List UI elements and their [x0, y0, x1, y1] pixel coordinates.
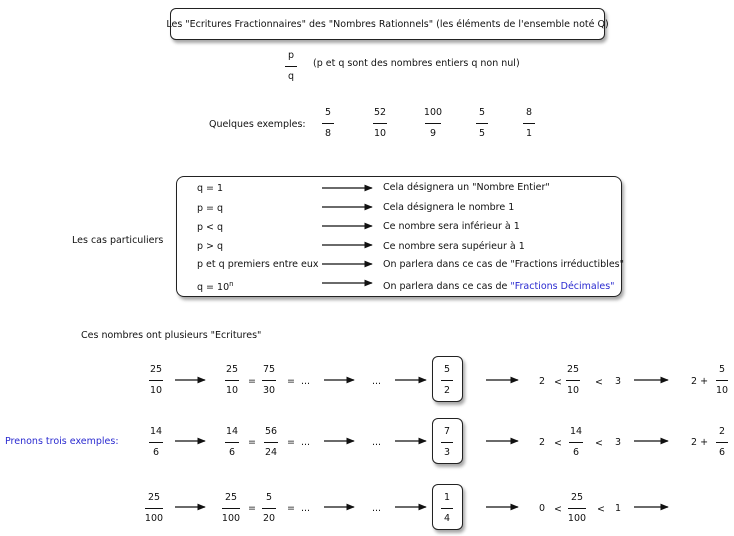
fraction-numerator: 7: [443, 426, 451, 437]
fraction-denominator: 6: [152, 447, 160, 458]
fraction-numerator: 5: [718, 364, 726, 375]
case-condition: p > q: [197, 241, 224, 252]
fraction-denominator: 6: [228, 447, 236, 458]
less-than-sign: <: [554, 377, 562, 388]
page-title: Les "Ecritures Fractionnaires" des "Nombres Rationnels" (les éléments de l'ensemble noté Q): [166, 18, 609, 30]
fraction-denominator: 20: [262, 513, 276, 524]
fraction-numerator: 14: [569, 426, 583, 437]
fraction-denominator: 3: [443, 447, 451, 458]
fraction-denominator: 6: [718, 447, 726, 458]
equals-sign: =: [287, 503, 295, 514]
example-numerator: 100: [423, 107, 443, 118]
definition-note: (p et q sont des nombres entiers q non nul): [313, 58, 520, 69]
example-numerator: 5: [324, 107, 332, 118]
example-denominator: 1: [525, 128, 533, 139]
lower-bound: 0: [539, 503, 546, 514]
case-result: On parlera dans ce cas de "Fractions irréductibles": [383, 259, 624, 270]
sum-integer: 2 +: [691, 437, 709, 448]
fraction-numerator: 25: [225, 364, 239, 375]
fraction-denominator: 2: [443, 385, 451, 396]
fraction-numerator: 25: [224, 492, 238, 503]
fraction-numerator: 5: [265, 492, 273, 503]
fraction-numerator: 25: [149, 364, 163, 375]
example-numerator: 8: [525, 107, 533, 118]
fraction-numerator: 1: [443, 492, 451, 503]
less-than-sign: <: [595, 377, 603, 388]
upper-bound: 1: [615, 503, 622, 514]
equals-sign: =: [287, 376, 295, 387]
fraction-numerator: 2: [718, 426, 726, 437]
fraction-denominator: 10: [566, 385, 580, 396]
ecritures-label: Ces nombres ont plusieurs "Ecritures": [81, 330, 262, 341]
less-than-sign: <: [597, 504, 605, 515]
case-condition-base: q = 10: [197, 282, 230, 294]
example-numerator: 52: [373, 107, 387, 118]
quote-open: ": [510, 281, 515, 292]
equals-sign: =: [287, 437, 295, 448]
sum-integer: 2 +: [691, 376, 709, 387]
fraction-denominator: 10: [715, 385, 729, 396]
equals-sign: =: [248, 376, 256, 387]
fraction-denominator: 30: [262, 385, 276, 396]
equals-sign: =: [248, 437, 256, 448]
fraction-denominator: 4: [443, 513, 451, 524]
example-numerator: 5: [478, 107, 486, 118]
case-result: Cela désignera un "Nombre Entier": [383, 182, 550, 193]
fraction-denominator: 10: [149, 385, 163, 396]
definition-denominator: q: [287, 71, 295, 82]
examples-label: Quelques exemples:: [209, 119, 306, 130]
quote-close: ": [610, 281, 615, 292]
fraction-denominator: 6: [572, 447, 580, 458]
case-condition: p = q: [197, 203, 224, 214]
fraction-numerator: 75: [262, 364, 276, 375]
case-result-prefix: On parlera dans ce cas de: [383, 281, 511, 292]
case-result: Ce nombre sera supérieur à 1: [383, 241, 525, 252]
definition-numerator: p: [287, 50, 295, 61]
equals-sign: =: [248, 503, 256, 514]
cases-label: Les cas particuliers: [72, 235, 164, 246]
upper-bound: 3: [615, 437, 622, 448]
less-than-sign: <: [554, 438, 562, 449]
less-than-sign: <: [554, 504, 562, 515]
case-condition-exponent: n: [229, 280, 234, 288]
ellipsis: ...: [301, 376, 311, 387]
fraction-numerator: 14: [225, 426, 239, 437]
less-than-sign: <: [595, 438, 603, 449]
example-denominator: 5: [478, 128, 486, 139]
fraction-denominator: 100: [144, 513, 164, 524]
fraction-denominator: 100: [567, 513, 587, 524]
ellipsis: ...: [372, 437, 382, 448]
fraction-numerator: 5: [443, 364, 451, 375]
case-result: Ce nombre sera inférieur à 1: [383, 221, 520, 232]
case-result: Cela désignera le nombre 1: [383, 202, 515, 213]
prenons-label: Prenons trois exemples:: [5, 436, 119, 447]
fraction-denominator: 24: [264, 447, 278, 458]
case-condition: q = 1: [197, 183, 224, 194]
upper-bound: 3: [615, 376, 622, 387]
lower-bound: 2: [539, 376, 546, 387]
example-denominator: 10: [373, 128, 387, 139]
fraction-numerator: 56: [264, 426, 278, 437]
ellipsis: ...: [372, 503, 382, 514]
fraction-numerator: 14: [149, 426, 163, 437]
case-condition: p et q premiers entre eux: [197, 259, 319, 270]
ellipsis: ...: [372, 376, 382, 387]
case-condition: p < q: [197, 222, 224, 233]
lower-bound: 2: [539, 437, 546, 448]
fraction-numerator: 25: [147, 492, 161, 503]
fraction-denominator: 10: [225, 385, 239, 396]
fraction-numerator: 25: [570, 492, 584, 503]
example-denominator: 8: [324, 128, 332, 139]
fraction-numerator: 25: [566, 364, 580, 375]
decimal-fractions-highlight: Fractions Décimales: [514, 281, 611, 292]
example-denominator: 9: [429, 128, 437, 139]
fraction-denominator: 100: [221, 513, 241, 524]
ellipsis: ...: [301, 437, 311, 448]
ellipsis: ...: [301, 503, 311, 514]
